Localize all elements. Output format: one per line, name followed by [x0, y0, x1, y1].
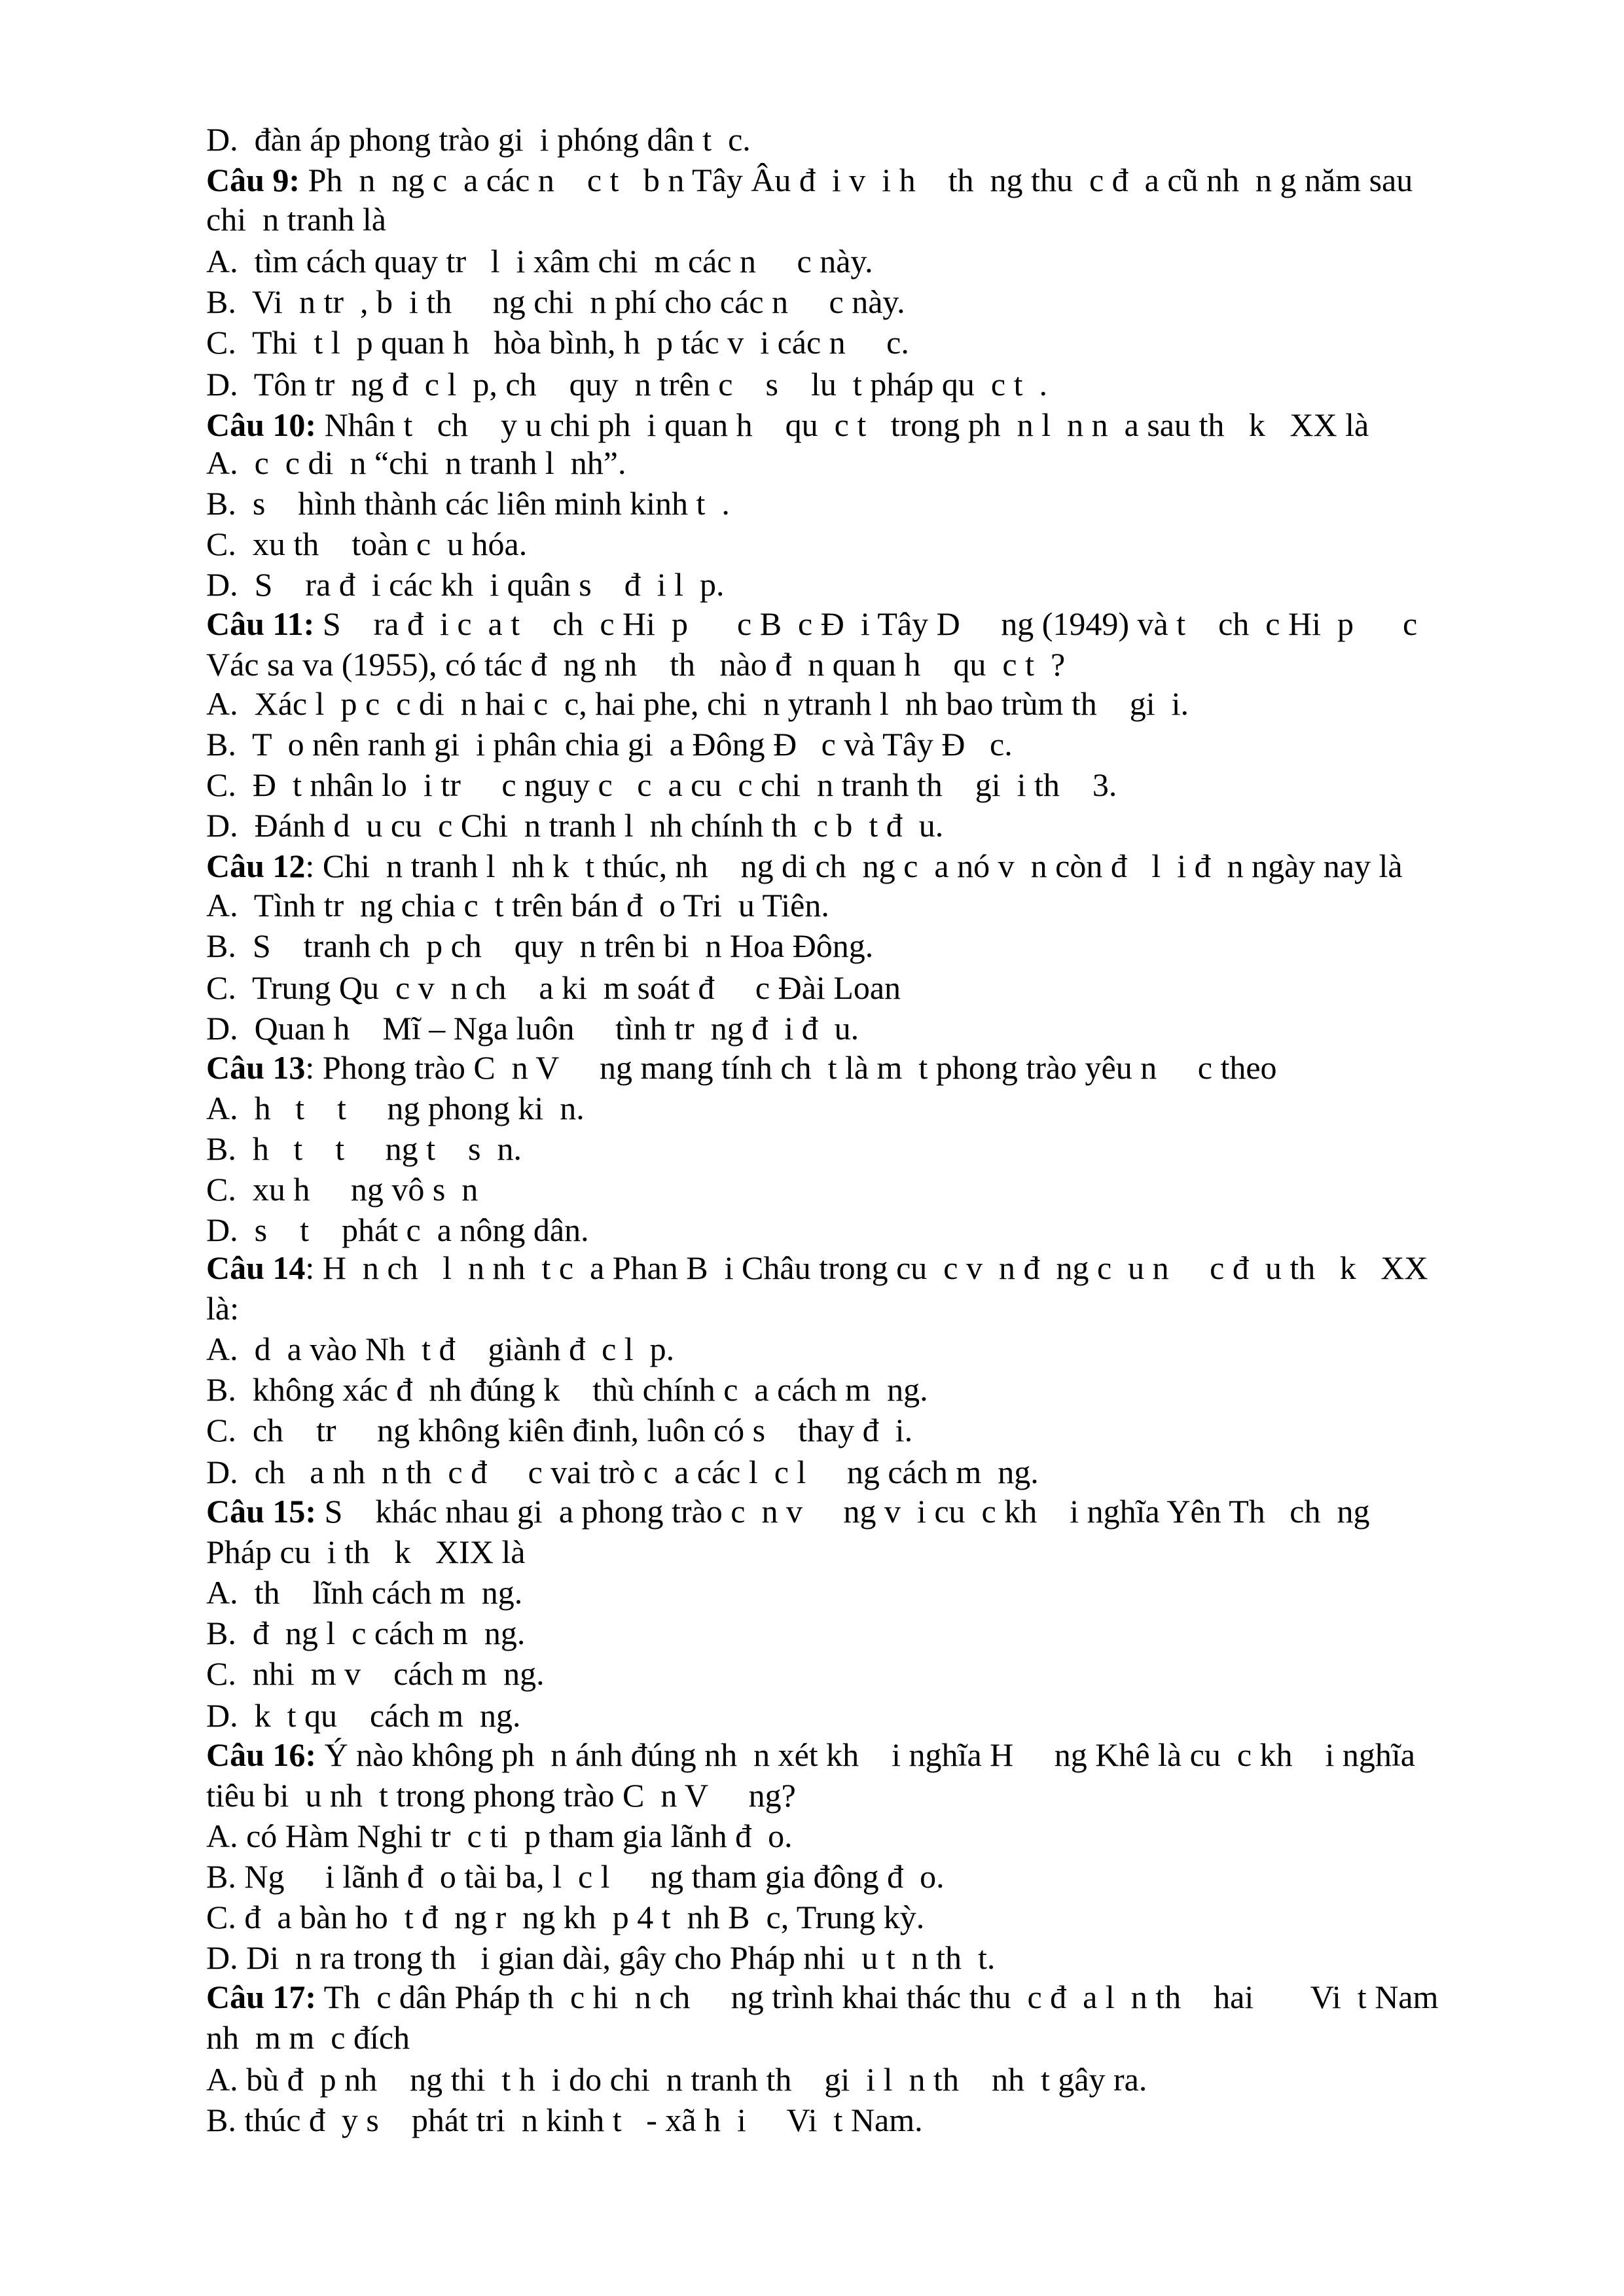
line-text: C. xu h ng vô s n	[206, 1171, 478, 1208]
text-line	[206, 1012, 1515, 1045]
question-line	[206, 1051, 1515, 1084]
line-text: tiêu bi u nh t trong phong trào C n V ng?	[206, 1777, 796, 1814]
text-line	[206, 203, 1515, 236]
text-line	[206, 368, 1515, 401]
text-line	[206, 2021, 1515, 2054]
text-line	[206, 1292, 1515, 1325]
text-line	[206, 687, 1515, 720]
line-text: nh m m c đích	[206, 2019, 410, 2056]
line-text: D. s t phát c a nông dân.	[206, 1211, 589, 1248]
line-text: C. đ a bàn ho t đ ng r ng kh p 4 t nh B c, Trung kỳ.	[206, 1899, 925, 1935]
text-line	[206, 2104, 1515, 2136]
line-text: D. Di n ra trong th i gian dài, gây cho Pháp nhi u t n th t.	[206, 1939, 996, 1976]
line-text: B. Vi n tr , b i th ng chi n phí cho các n c này.	[206, 283, 905, 320]
text-line	[206, 1414, 1515, 1446]
text-line	[206, 1779, 1515, 1812]
line-text: A. Xác l p c c di n hai c c, hai phe, chi n ytranh l nh bao trùm th gi i.	[206, 685, 1189, 722]
question-number: Câu 11:	[206, 605, 315, 642]
line-text: A. th lĩnh cách m ng.	[206, 1574, 523, 1611]
line-text: B. Ng i lãnh đ o tài ba, l c l ng tham gia đông đ o.	[206, 1858, 945, 1895]
line-text: là:	[206, 1290, 239, 1327]
line-text: A. d a vào Nh t đ giành đ c l p.	[206, 1331, 675, 1367]
text-line	[206, 1699, 1515, 1732]
question-number: Câu 14	[206, 1249, 306, 1286]
line-text: B. s hình thành các liên minh kinh t .	[206, 485, 730, 522]
line-text: C. Thi t l p quan h hòa bình, h p tác v i các n c.	[206, 324, 909, 361]
line-text: Ý nào không ph n ánh đúng nh n xét kh i nghĩa H ng Khê là cu c kh i nghĩa	[316, 1736, 1415, 1773]
text-line	[206, 1456, 1515, 1488]
text-line	[206, 1657, 1515, 1690]
question-number: Câu 12	[206, 848, 306, 884]
question-line	[206, 1251, 1515, 1284]
text-line	[206, 1617, 1515, 1649]
line-text: Th c dân Pháp th c hi n ch ng trình khai thác thu c đ a l n th hai Vi t Nam	[316, 1979, 1439, 2015]
line-text: S khác nhau gi a phong trào c n v ng v i cu c kh i nghĩa Yên Th ch ng	[316, 1493, 1370, 1530]
line-text: : Phong trào C n V ng mang tính ch t là m t phong trào yêu n c theo	[305, 1049, 1277, 1086]
text-line	[206, 1901, 1515, 1933]
question-line	[206, 1495, 1515, 1528]
line-text: A. h t t ng phong ki n.	[206, 1090, 585, 1126]
text-line	[206, 487, 1515, 520]
line-text: Pháp cu i th k XIX là	[206, 1534, 526, 1570]
line-text: A. c c di n “chi n tranh l nh”.	[206, 444, 626, 481]
line-text: D. k t qu cách m ng.	[206, 1697, 521, 1734]
text-line	[206, 446, 1515, 479]
text-line	[206, 1213, 1515, 1246]
line-text: B. T o nên ranh gi i phân chia gi a Đông Đ c và Tây Đ c.	[206, 726, 1013, 762]
question-line	[206, 164, 1515, 196]
line-text: : H n ch l n nh t c a Phan B i Châu trong cu c v n đ ng c u n c đ u th k XX	[305, 1249, 1428, 1286]
line-text: A. có Hàm Nghi tr c ti p tham gia lãnh đ o.	[206, 1818, 793, 1854]
line-text: D. S ra đ i các kh i quân s đ i l p.	[206, 566, 725, 603]
line-text: A. bù đ p nh ng thi t h i do chi n tranh th gi i l n th nh t gây ra.	[206, 2061, 1147, 2098]
text-line	[206, 1820, 1515, 1852]
question-line	[206, 607, 1515, 640]
text-line	[206, 1535, 1515, 1568]
text-line	[206, 245, 1515, 278]
question-number: Câu 15:	[206, 1493, 317, 1530]
line-text: Vác sa va (1955), có tác đ ng nh th nào đ n quan h qu c t ?	[206, 646, 1066, 683]
text-line	[206, 123, 1515, 156]
text-line	[206, 1373, 1515, 1406]
text-line	[206, 528, 1515, 560]
question-number: Câu 13	[206, 1049, 306, 1086]
text-line	[206, 1092, 1515, 1124]
line-text: D. ch a nh n th c đ c vai trò c a các l c l ng cách m ng.	[206, 1454, 1039, 1490]
question-line	[206, 1981, 1515, 2013]
text-line	[206, 1860, 1515, 1893]
line-text: B. đ ng l c cách m ng.	[206, 1615, 526, 1651]
text-line	[206, 568, 1515, 601]
text-line	[206, 768, 1515, 801]
line-text: C. Đ t nhân lo i tr c nguy c c a cu c chi n tranh th gi i th 3.	[206, 766, 1117, 803]
line-text: Ph n ng c a các n c t b n Tây Âu đ i v i h th ng thu c đ a cũ nh n g năm sau	[300, 162, 1413, 198]
line-text: chi n tranh là	[206, 201, 386, 238]
line-text: C. nhi m v cách m ng.	[206, 1655, 545, 1692]
question-line	[206, 408, 1515, 441]
line-text: B. không xác đ nh đúng k thù chính c a cách m ng.	[206, 1371, 928, 1408]
line-text: D. Đánh d u cu c Chi n tranh l nh chính th c b t đ u.	[206, 807, 944, 844]
text-line	[206, 648, 1515, 681]
line-text: B. h t t ng t s n.	[206, 1130, 522, 1167]
question-line	[206, 850, 1515, 882]
question-number: Câu 17:	[206, 1979, 317, 2015]
line-text: B. S tranh ch p ch quy n trên bi n Hoa Đông.	[206, 927, 874, 964]
line-text: D. đàn áp phong trào gi i phóng dân t c.	[206, 121, 751, 158]
text-line	[206, 285, 1515, 318]
text-line	[206, 971, 1515, 1004]
line-text: C. ch tr ng không kiên đinh, luôn có s thay đ i.	[206, 1412, 913, 1448]
text-line	[206, 1333, 1515, 1365]
line-text: S ra đ i c a t ch c Hi p c B c Đ i Tây D ng (1949) và t ch c Hi p c	[314, 605, 1418, 642]
text-line	[206, 1173, 1515, 1206]
line-text: D. Quan h Mĩ – Nga luôn tình tr ng đ i đ u.	[206, 1010, 859, 1047]
text-line	[206, 889, 1515, 922]
question-number: Câu 16:	[206, 1736, 317, 1773]
text-line	[206, 929, 1515, 962]
line-text: Nhân t ch y u chi ph i quan h qu c t trong ph n l n n a sau th k XX là	[316, 406, 1369, 443]
line-text: C. xu th toàn c u hóa.	[206, 526, 528, 562]
text-line	[206, 1941, 1515, 1974]
text-line	[206, 728, 1515, 761]
text-line	[206, 326, 1515, 359]
question-number: Câu 9:	[206, 162, 300, 198]
text-line	[206, 1576, 1515, 1609]
line-text: A. Tình tr ng chia c t trên bán đ o Tri u Tiên.	[206, 887, 829, 924]
line-text: A. tìm cách quay tr l i xâm chi m các n c này.	[206, 243, 873, 279]
line-text: C. Trung Qu c v n ch a ki m soát đ c Đài Loan	[206, 969, 901, 1006]
text-line	[206, 2063, 1515, 2096]
text-line	[206, 1132, 1515, 1165]
question-number: Câu 10:	[206, 406, 317, 443]
line-text: : Chi n tranh l nh k t thúc, nh ng di ch ng c a nó v n còn đ l i đ n ngày nay là	[305, 848, 1403, 884]
line-text: D. Tôn tr ng đ c l p, ch quy n trên c s lu t pháp qu c t .	[206, 366, 1048, 403]
question-line	[206, 1738, 1515, 1771]
line-text: B. thúc đ y s phát tri n kinh t - xã h i Vi t Nam.	[206, 2102, 923, 2138]
text-line	[206, 809, 1515, 842]
